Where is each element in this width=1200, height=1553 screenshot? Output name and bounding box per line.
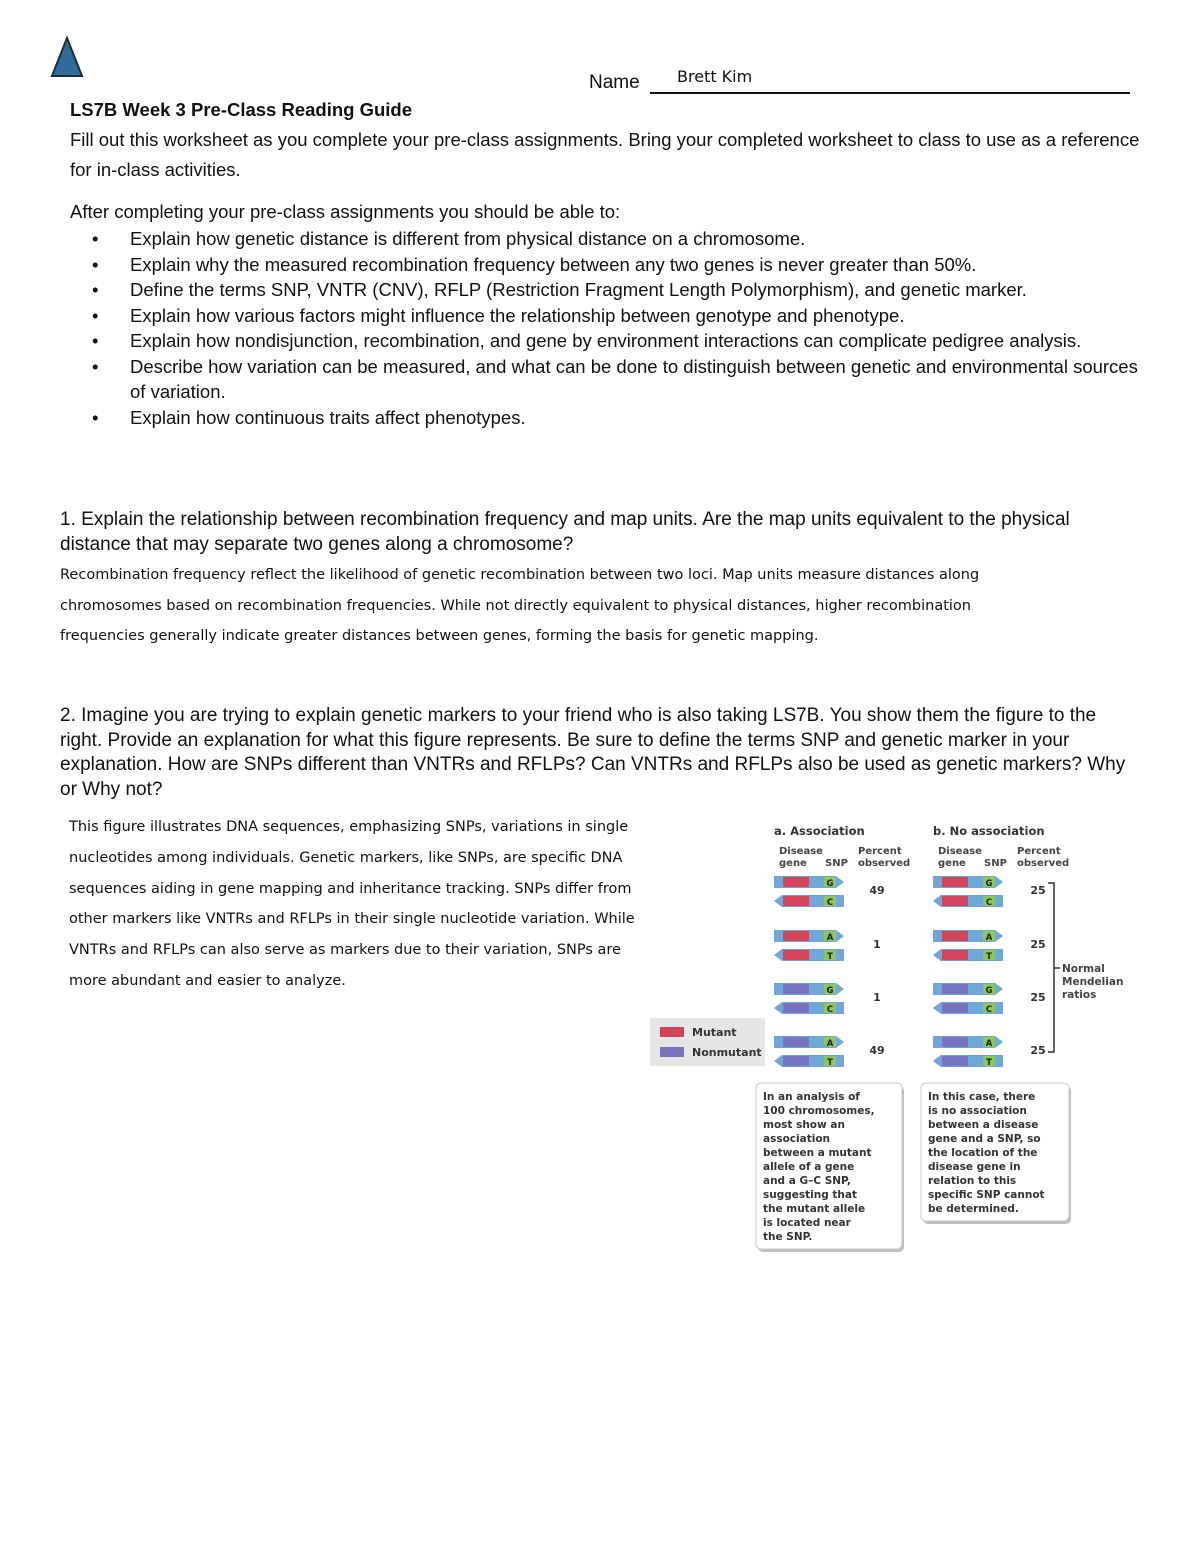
percent-observed-value: 1 <box>873 938 881 951</box>
disease-gene-allele <box>783 1003 809 1013</box>
legend-nonmutant-swatch <box>660 1047 684 1057</box>
percent-observed-value: 1 <box>873 991 881 1004</box>
disease-gene-allele <box>942 931 968 941</box>
snp-base-label: A <box>826 1039 834 1049</box>
snp-base-label: T <box>986 952 992 962</box>
caption-text-line: the location of the <box>928 1147 1038 1159</box>
objective-item: • Explain how continuous traits affect phenotypes. <box>70 405 1150 431</box>
caption-text-line: suggesting that <box>763 1189 857 1201</box>
caption-text-line: In an analysis of <box>763 1091 860 1103</box>
caption-text-line: In this case, there <box>928 1091 1036 1103</box>
column-header-gene: Disease <box>938 846 982 857</box>
panel-association <box>756 824 910 1252</box>
percent-observed-value: 49 <box>869 1044 885 1057</box>
disease-gene-allele <box>942 1003 968 1013</box>
snp-association-figure <box>648 818 1128 1243</box>
column-header-percent: observed <box>1017 858 1070 869</box>
bullet-icon: • <box>92 253 99 275</box>
caption-text-line: is no association <box>928 1105 1027 1117</box>
column-header-snp: SNP <box>984 858 1007 869</box>
logo-icon <box>50 36 84 78</box>
column-header-gene: gene <box>779 858 807 869</box>
page-title: LS7B Week 3 Pre-Class Reading Guide <box>70 99 413 120</box>
snp-base-label: G <box>985 879 993 889</box>
panel-title: a. Association <box>774 824 865 838</box>
caption-text-line: between a disease <box>928 1119 1039 1131</box>
disease-gene-allele <box>942 1056 968 1066</box>
objective-item: • Explain why the measured recombination frequency between any two genes is never greater than 50%. <box>70 252 1150 278</box>
bullet-icon: • <box>92 279 99 300</box>
caption-text-line: be determined. <box>928 1203 1019 1215</box>
snp-base-label: T <box>827 1058 833 1068</box>
disease-gene-allele <box>942 984 968 994</box>
bracket-label-line-3: ratios <box>1062 989 1097 1001</box>
caption-text-line: gene and a SNP, so <box>928 1133 1041 1145</box>
panel-title: b. No association <box>933 824 1045 838</box>
bullet-icon: • <box>92 406 99 428</box>
legend-mutant-label: Mutant <box>692 1026 737 1039</box>
snp-base-label: C <box>985 898 993 908</box>
caption-text-line: relation to this <box>928 1175 1017 1187</box>
snp-base-label: A <box>826 933 834 943</box>
snp-base-label: G <box>985 986 993 996</box>
column-header-snp: SNP <box>825 858 848 869</box>
snp-base-label: C <box>826 1005 834 1015</box>
objective-item: • Explain how genetic distance is different from physical distance on a chromosome. <box>70 226 1150 252</box>
answer-1[interactable]: Recombination frequency reflect the likelihood of genetic recombination between two loci. Map units measure distances along chromosomes based on recombination frequencies. While not directly equivalent to physical distances, higher recombination frequencies generally indicate greater distances between genes, forming the basis for genetic mapping. <box>60 567 980 644</box>
caption-text-line: the mutant allele <box>763 1203 866 1215</box>
question-text: Explain the relationship between recombination frequency and map units. Are the map units equivalent to the physical distance that may separate two genes along a chromosome? <box>60 509 1070 555</box>
question-number: 2. <box>60 705 76 726</box>
percent-observed-value: 25 <box>1030 884 1046 897</box>
caption-text-line: and a G–C SNP, <box>763 1175 851 1187</box>
percent-observed-value: 25 <box>1030 938 1046 951</box>
disease-gene-allele <box>942 1037 968 1047</box>
bracket-label-line-2: Mendelian <box>1062 976 1124 988</box>
name-field[interactable]: Brett Kim <box>677 67 753 86</box>
caption-text-line: the SNP. <box>763 1231 813 1243</box>
caption-text-line: most show an <box>763 1119 845 1131</box>
disease-gene-allele <box>783 877 809 887</box>
bracket-label-line-1: Normal <box>1062 963 1105 975</box>
objectives-intro: After completing your pre-class assignments you should be able to: <box>70 201 621 222</box>
snp-base-label: G <box>826 879 834 889</box>
snp-base-label: T <box>827 952 833 962</box>
percent-observed-value: 25 <box>1030 991 1046 1004</box>
objectives-list <box>70 226 1150 430</box>
caption-text-line: between a mutant <box>763 1147 872 1159</box>
snp-base-label: C <box>985 1005 993 1015</box>
intro-text: Fill out this worksheet as you complete your pre-class assignments. Bring your completed worksheet to class to use as a reference for in-class activities. <box>70 129 1140 180</box>
bullet-icon: • <box>92 228 99 249</box>
objective-item: • Describe how variation can be measured, and what can be done to distinguish between genetic and environmental sources of variation. <box>92 355 1138 402</box>
disease-gene-allele <box>783 931 809 941</box>
name-underline <box>650 92 1130 94</box>
disease-gene-allele <box>783 1037 809 1047</box>
mendelian-bracket <box>1048 883 1123 1052</box>
caption-text-line: association <box>763 1133 831 1145</box>
column-header-percent: observed <box>858 858 911 869</box>
question-1 <box>60 508 1140 557</box>
bullet-icon: • <box>92 304 99 326</box>
legend-nonmutant-label: Nonmutant <box>692 1046 762 1059</box>
disease-gene-allele <box>783 1056 809 1066</box>
percent-observed-value: 49 <box>869 884 885 897</box>
bullet-icon: • <box>92 355 99 377</box>
disease-gene-allele <box>942 950 968 960</box>
panel-no-association <box>921 824 1071 1224</box>
disease-gene-allele <box>942 896 968 906</box>
caption-text-line: is located near <box>763 1217 851 1229</box>
disease-gene-allele <box>942 877 968 887</box>
bullet-icon: • <box>92 330 99 351</box>
figure-legend <box>650 1018 765 1066</box>
disease-gene-allele <box>783 896 809 906</box>
question-number: 1. <box>60 509 76 530</box>
disease-gene-allele <box>783 984 809 994</box>
answer-2[interactable]: This figure illustrates DNA sequences, emphasizing SNPs, variations in single nucleotides among individuals. Genetic markers, like SNPs, are specific DNA sequences aiding in gene mapping and inheritance tracking. SNPs differ from other markers like VNTRs and RFLPs in their single nucleotide variation. While VNTRs and RFLPs can also serve as markers due to their variation, SNPs are more abundant and easier to analyze. <box>69 819 635 989</box>
snp-base-label: T <box>986 1058 992 1068</box>
snp-base-label: A <box>985 933 993 943</box>
disease-gene-allele <box>783 950 809 960</box>
percent-observed-value: 25 <box>1030 1044 1046 1057</box>
legend-mutant-swatch <box>660 1027 684 1037</box>
name-label: Name <box>589 72 640 93</box>
question-2 <box>60 704 1140 802</box>
question-text: Imagine you are trying to explain genetic markers to your friend who is also taking LS7B. You show them the figure to the right. Provide an explanation for what this figure represents. Be sure to define the terms SNP and genetic marker in your explanation. How are SNPs different than VNTRs and RFLPs? Can VNTRs and RFLPs also be used as genetic markers? Why or Why not? <box>60 705 1126 800</box>
column-header-gene: gene <box>938 858 966 869</box>
column-header-gene: Disease <box>779 846 823 857</box>
caption-text-line: disease gene in <box>928 1161 1021 1173</box>
objective-item: • Explain how various factors might influence the relationship between genotype and phenotype. <box>70 303 1150 329</box>
snp-base-label: C <box>826 898 834 908</box>
objective-item: • Define the terms SNP, VNTR (CNV), RFLP (Restriction Fragment Length Polymorphism), and genetic marker. <box>70 277 1150 303</box>
caption-text-line: 100 chromosomes, <box>763 1105 875 1117</box>
objective-item: • Explain how nondisjunction, recombination, and gene by environment interactions can complicate pedigree analysis. <box>70 328 1150 354</box>
snp-base-label: A <box>985 1039 993 1049</box>
caption-text-line: specific SNP cannot <box>928 1189 1045 1201</box>
snp-base-label: G <box>826 986 834 996</box>
column-header-percent: Percent <box>1017 846 1061 857</box>
column-header-percent: Percent <box>858 846 902 857</box>
caption-text-line: allele of a gene <box>763 1161 855 1173</box>
